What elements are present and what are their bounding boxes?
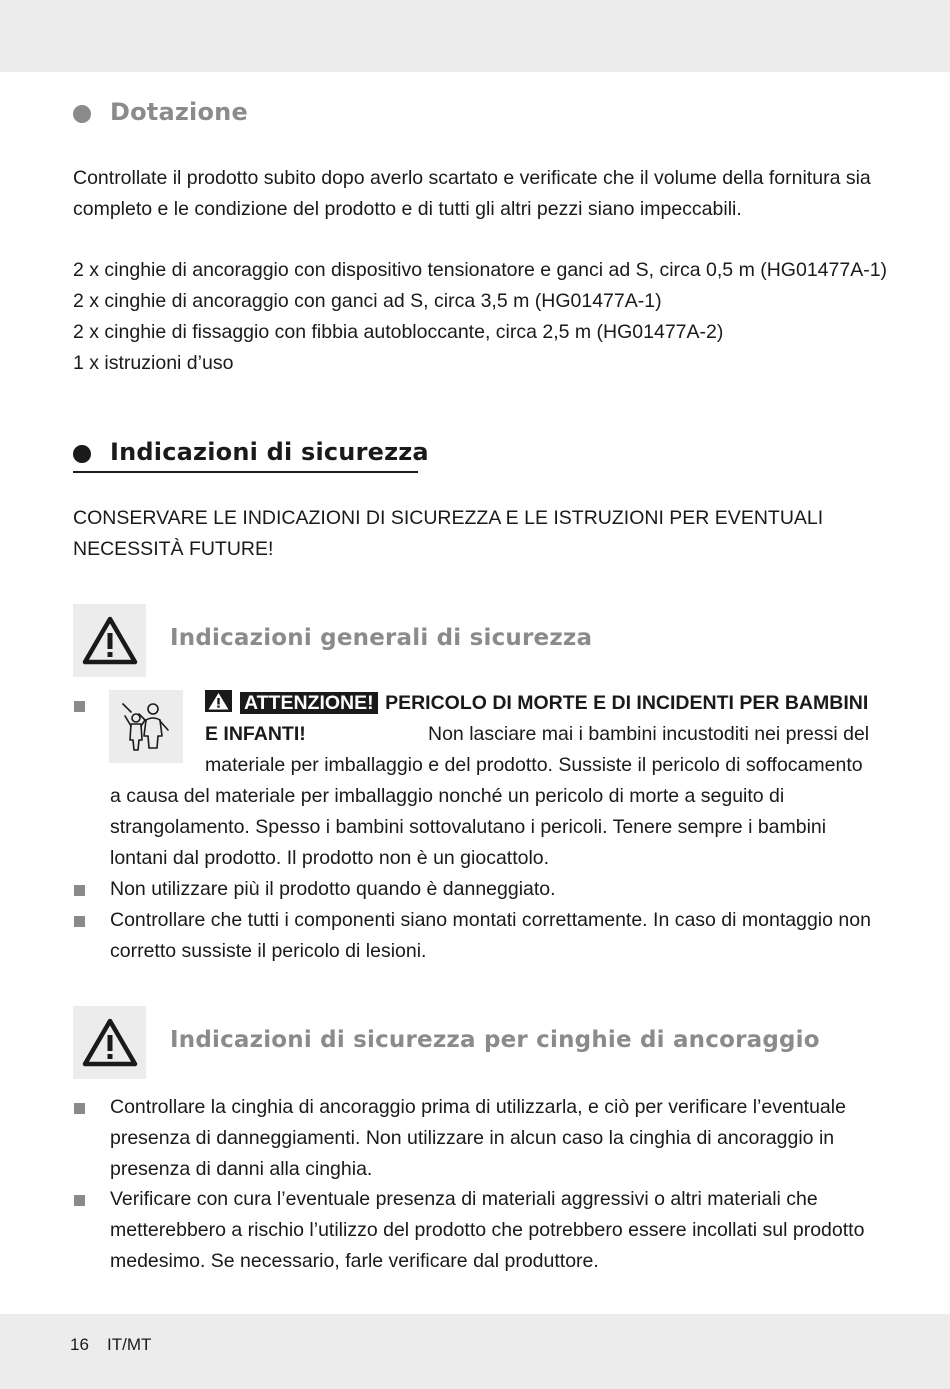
list-bullet-icon [74, 1195, 85, 1206]
page-number: 16 [70, 1335, 89, 1354]
supply-item-3: 2 x cinghie di fissaggio con fibbia autobloccante, circa 2,5 m (HG01477A-2) [73, 321, 724, 343]
strap-bullet-2: Verificare con cura l’eventuale presenza di materiali aggressivi o altri materiali che metterebbero a rischio l’utilizzo del prodotto che potrebbero essere incollati sul prodotto medesimo. Se necessario, farle verificare dal produttore. [110, 1188, 865, 1272]
child-safety-box [109, 690, 183, 763]
warning-body-line-3: a causa del materiale per imballaggio nonché un pericolo di morte a seguito di [110, 785, 785, 807]
warning-triangle-icon [205, 690, 232, 712]
footer-language: IT/MT [107, 1335, 152, 1354]
section-bullet-icon [73, 105, 91, 123]
warning-label: ATTENZIONE! [240, 692, 378, 714]
warning-body-line-2: materiale per imballaggio e del prodotto. Sussiste il pericolo di soffocamento [205, 754, 863, 776]
heading-dotazione: Dotazione [110, 98, 248, 126]
supply-item-2: 2 x cinghie di ancoraggio con ganci ad S, circa 3,5 m (HG01477A-1) [73, 290, 662, 312]
warning-body-line-5: lontani dal prodotto. Il prodotto non è un giocattolo. [110, 847, 550, 869]
list-bullet-icon [74, 701, 85, 712]
warning-triangle-icon [82, 1018, 138, 1068]
safety-notice: CONSERVARE LE INDICAZIONI DI SICUREZZA E LE ISTRUZIONI PER EVENTUALI NECESSITÀ FUTURE! [73, 507, 824, 560]
supply-item-1: 2 x cinghie di ancoraggio con dispositivo tensionatore e ganci ad S, circa 0,5 m (HG01477A-1) [73, 259, 888, 281]
top-band [0, 0, 950, 72]
general-bullet-1: Non utilizzare più il prodotto quando è danneggiato. [110, 878, 556, 900]
heading-strap-safety: Indicazioni di sicurezza per cinghie di ancoraggio [170, 1027, 820, 1053]
warning-triangle-icon [82, 616, 138, 666]
warning-title: PERICOLO DI MORTE E DI INCIDENTI PER BAMBINI E INFANTI! [205, 692, 869, 745]
heading-underline [73, 471, 418, 473]
warning-body-line-4: strangolamento. Spesso i bambini sottovalutano i pericoli. Tenere sempre i bambini [110, 816, 827, 838]
section-bullet-icon [73, 445, 91, 463]
warning-body-line-1: Non lasciare mai i bambini incustoditi nei pressi del [428, 723, 870, 745]
warning-box [73, 1006, 146, 1079]
strap-bullet-1: Controllare la cinghia di ancoraggio prima di utilizzarla, e ciò per verificare l’eventuale presenza di danneggiamenti. Non utilizzare in alcun caso la cinghia di ancoraggio in presenza di danni alla cinghia. [110, 1096, 846, 1180]
child-safety-icon [109, 690, 183, 763]
list-bullet-icon [74, 1103, 85, 1114]
general-bullet-2: Controllare che tutti i componenti siano montati correttamente. In caso di montaggio non corretto sussiste il pericolo di lesioni. [110, 909, 871, 962]
supply-item-4: 1 x istruzioni d’uso [73, 352, 234, 374]
warning-box [73, 604, 146, 677]
supply-intro: Controllate il prodotto subito dopo averlo scartato e verificate che il volume della fornitura sia completo e le condizione del prodotto e di tutti gli altri pezzi siano impeccabili. [73, 167, 871, 220]
list-bullet-icon [74, 885, 85, 896]
heading-general-safety: Indicazioni generali di sicurezza [170, 625, 593, 651]
heading-safety: Indicazioni di sicurezza [110, 438, 429, 466]
list-bullet-icon [74, 916, 85, 927]
